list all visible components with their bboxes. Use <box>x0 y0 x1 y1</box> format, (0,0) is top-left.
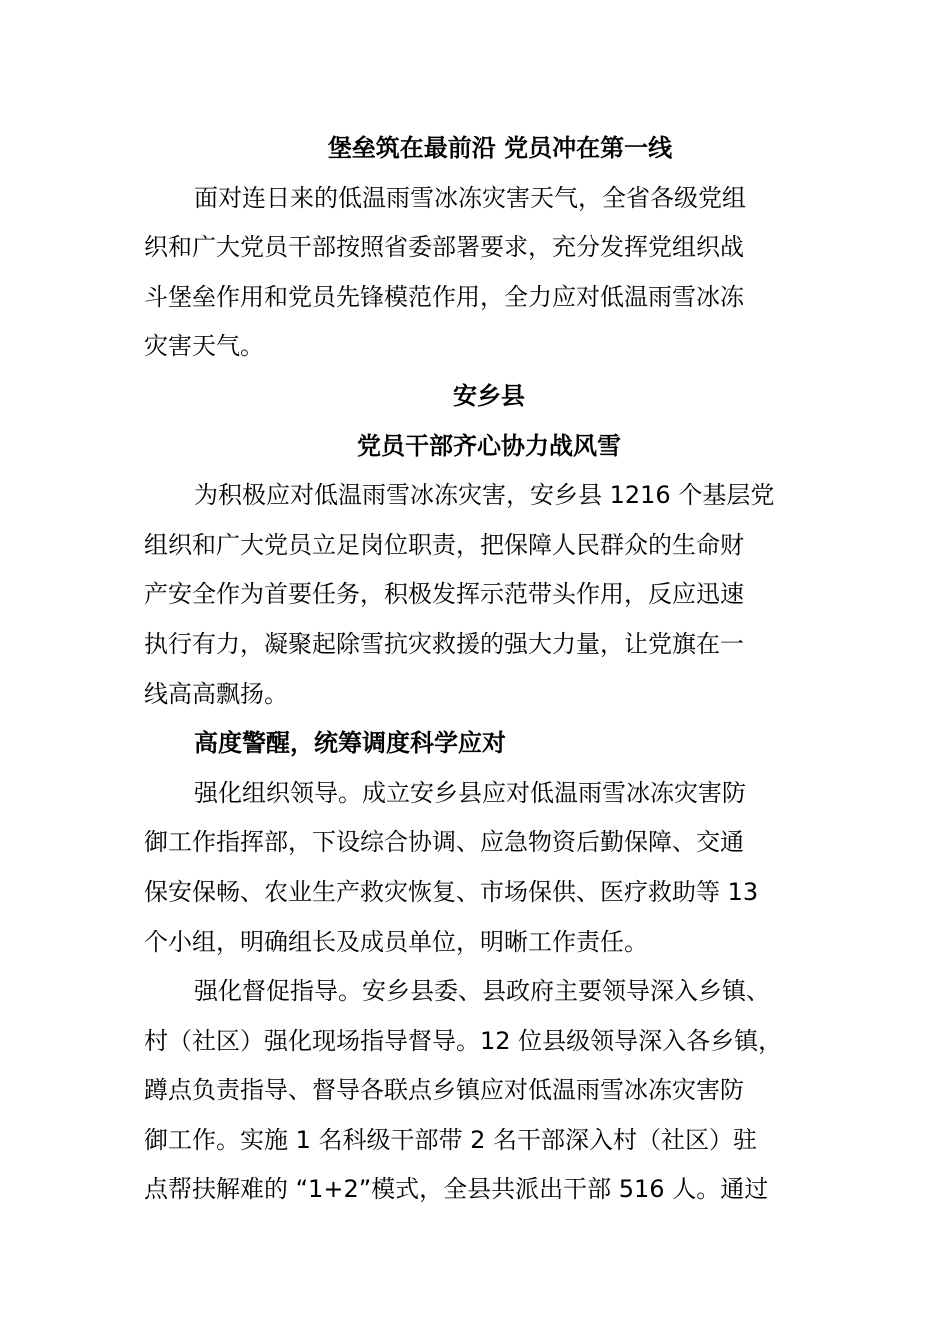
subheading-1: 高度警醒，统筹调度科学应对 <box>194 729 506 758</box>
para2-line-1: 强化组织领导。成立安乡县应对低温雨雪冰冻灾害防 <box>194 778 746 807</box>
intro-line-3: 斗堡垒作用和党员先锋模范作用，全力应对低温雨雪冰冻 <box>144 282 744 311</box>
para1-line-2: 组织和广大党员立足岗位职责，把保障人民群众的生命财 <box>144 530 744 559</box>
para3-line-4: 御工作。实施 1 名科级干部带 2 名干部深入村（社区）驻 <box>144 1125 758 1154</box>
section-subtitle: 党员干部齐心协力战风雪 <box>357 431 621 460</box>
para2-line-2: 御工作指挥部，下设综合协调、应急物资后勤保障、交通 <box>144 828 744 857</box>
document-title: 堡垒筑在最前沿 党员冲在第一线 <box>327 134 673 162</box>
intro-line-4: 灾害天气。 <box>144 332 264 361</box>
intro-line-2: 织和广大党员干部按照省委部署要求，充分发挥党组织战 <box>144 233 744 262</box>
para1-line-1: 为积极应对低温雨雪冰冻灾害，安乡县 1216 个基层党 <box>194 481 775 510</box>
intro-line-1: 面对连日来的低温雨雪冰冻灾害天气，全省各级党组 <box>194 183 746 212</box>
section-county-heading: 安乡县 <box>453 381 525 410</box>
para1-line-4: 执行有力，凝聚起除雪抗灾救援的强大力量，让党旗在一 <box>144 629 744 658</box>
para3-line-2: 村（社区）强化现场指导督导。12 位县级领导深入各乡镇， <box>144 1026 783 1055</box>
para3-line-5: 点帮扶解难的 “1+2”模式，全县共派出干部 516 人。通过 <box>144 1175 769 1204</box>
para2-line-3: 保安保畅、农业生产救灾恢复、市场保供、医疗救助等 13 <box>144 877 759 906</box>
document-body <box>144 124 834 1215</box>
para3-line-1: 强化督促指导。安乡县委、县政府主要领导深入乡镇、 <box>194 977 770 1006</box>
para3-line-3: 蹲点负责指导、督导各联点乡镇应对低温雨雪冰冻灾害防 <box>144 1076 744 1105</box>
para2-line-4: 个小组，明确组长及成员单位，明晰工作责任。 <box>144 927 648 956</box>
para1-line-3: 产安全作为首要任务，积极发挥示范带头作用，反应迅速 <box>144 580 744 609</box>
para1-line-5: 线高高飘扬。 <box>144 679 288 708</box>
